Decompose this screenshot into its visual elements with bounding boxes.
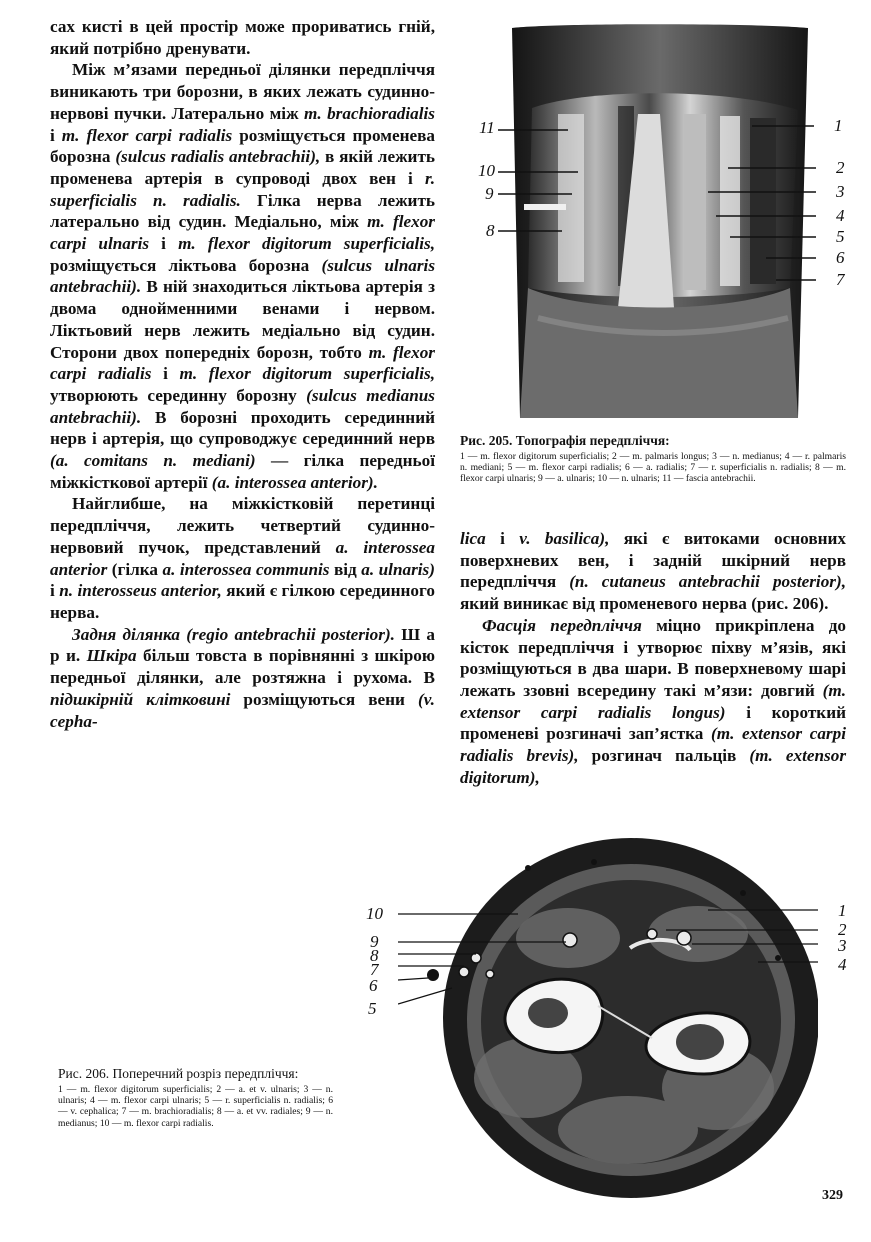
fig206-label-6: 6 bbox=[369, 976, 378, 995]
paragraph: lica і v. basilica), які є витоками основних поверхневих вен, і задній шкірний нерв передпліччя (n. cutaneus antebrachii posterior), який виникає від променевого нерва (рис. 206). bbox=[460, 529, 847, 614]
right-text-column bbox=[460, 528, 846, 788]
forearm-illustration bbox=[498, 18, 818, 423]
fig205-label-11: 11 bbox=[479, 118, 495, 137]
caption-legend: 1 — m. flexor digitorum superficialis; 2 — a. et v. ulnaris; 3 — n. ulnaris; 4 — m. flexor carpi ulnaris; 5 — r. superficialis n. radialis; 6 — v. cephalica; 7 — m. brachioradialis; 8 — a. et vv. radiales; 9 — n. medianus; 10 — m. flexor carpi radialis. bbox=[58, 1084, 333, 1129]
cross-section-illustration bbox=[398, 838, 818, 1208]
paragraph: Задня ділянка (regio antebrachii posterior). Ш а р и. Шкіра більш товста в порівнянні з шкірою передньої ділянки, але розтяжна і рухома. В підшкірній клітковині розміщуються вени (v. cepha- bbox=[50, 624, 436, 731]
fig205-label-8: 8 bbox=[486, 221, 495, 240]
paragraph: Фасція передпліччя міцно прикріплена до кісток передпліччя і утворює піхву м’язів, які розміщуються в два шари. В поверхневому шарі лежать ззовні всередину такі м’язи: довгий (m. extensor carpi radialis longus) і короткий променеві розгиначі зап’ястка (m. extensor carpi radialis brevis), розгинач пальців (m. extensor digitorum), bbox=[460, 615, 847, 787]
figure-205-forearm-topography bbox=[498, 18, 818, 423]
fig206-label-2: 2 bbox=[838, 920, 847, 939]
paragraph: сах кисті в цей простір може прориватись гній, який потрібно дренувати. bbox=[50, 17, 435, 58]
caption-title: Рис. 205. Топографія передпліччя: bbox=[460, 433, 670, 448]
fig205-label-5: 5 bbox=[836, 227, 845, 246]
fig206-label-8: 8 bbox=[370, 946, 379, 965]
fig206-label-5: 5 bbox=[368, 999, 377, 1018]
fig206-label-7: 7 bbox=[370, 960, 379, 979]
figure-206-cross-section bbox=[398, 838, 818, 1208]
fig206-label-10: 10 bbox=[366, 904, 383, 923]
caption-title: Рис. 206. Поперечний розріз передпліччя: bbox=[58, 1066, 299, 1081]
fig206-label-9: 9 bbox=[370, 932, 379, 951]
fig205-label-6: 6 bbox=[836, 248, 845, 267]
fig206-label-4: 4 bbox=[838, 955, 847, 974]
fig205-label-2: 2 bbox=[836, 158, 845, 177]
fig206-label-3: 3 bbox=[838, 936, 847, 955]
fig206-label-1: 1 bbox=[838, 901, 847, 920]
fig205-label-3: 3 bbox=[836, 182, 845, 201]
figure-206-caption bbox=[58, 1065, 333, 1129]
page-number: 329 bbox=[822, 1188, 843, 1203]
fig205-label-7: 7 bbox=[836, 270, 845, 289]
fig205-label-1: 1 bbox=[834, 116, 843, 135]
fig205-label-9: 9 bbox=[485, 184, 494, 203]
caption-legend: 1 — m. flexor digitorum superficialis; 2 — m. palmaris longus; 3 — n. medianus; 4 — r. palmaris n. mediani; 5 — m. flexor carpi radialis; 6 — a. radialis; 7 — r. superficialis n. radialis; 8 — m. flexor carpi ulnaris; 9 — a. ulnaris; 10 — n. ulnaris; 11 — fascia antebrachii. bbox=[460, 451, 846, 485]
paragraph: Між м’язами передньої ділянки передпліччя виникають три борозни, в яких лежать судинно-нервові пучки. Латерально між m. brachioradialis і m. flexor carpi radialis розміщується променева борозна (sulcus radialis antebrachii), в якій лежить променева артерія в супроводі двох вен і r. superficialis n. radialis. Гілка нерва лежить латерально від судин. Медіально, між m. flexor carpi ulnaris і m. flexor digitorum superficialis, розміщується ліктьова борозна (sulcus ulnaris antebrachii). В ній знаходиться ліктьова артерія з двома однойменними венами і нервом. Ліктьовий нерв лежить медіально від судин. Сторони двох попередніх борозн, тобто m. flexor carpi radialis і m. flexor digitorum superficialis, утворюють серединну борозну (sulcus medianus antebrachii). В борозні проходить серединний нерв і артерія, що супроводжує серединний нерв (a. comitans n. mediani) — гілка передньої міжкісткової артерії (a. interossea anterior). bbox=[50, 60, 436, 492]
figure-205-caption bbox=[460, 432, 846, 485]
paragraph: Найглибше, на міжкістковій перетинці передпліччя, лежить четвертий судинно-нервовий пучок, представлений a. interossea anterior (гілка a. interossea communis від a. ulnaris) і n. interosseus anterior, який є гілкою серединного нерва. bbox=[50, 494, 435, 622]
fig205-label-4: 4 bbox=[836, 206, 845, 225]
left-text-column bbox=[50, 16, 435, 732]
fig205-label-10: 10 bbox=[478, 161, 495, 180]
